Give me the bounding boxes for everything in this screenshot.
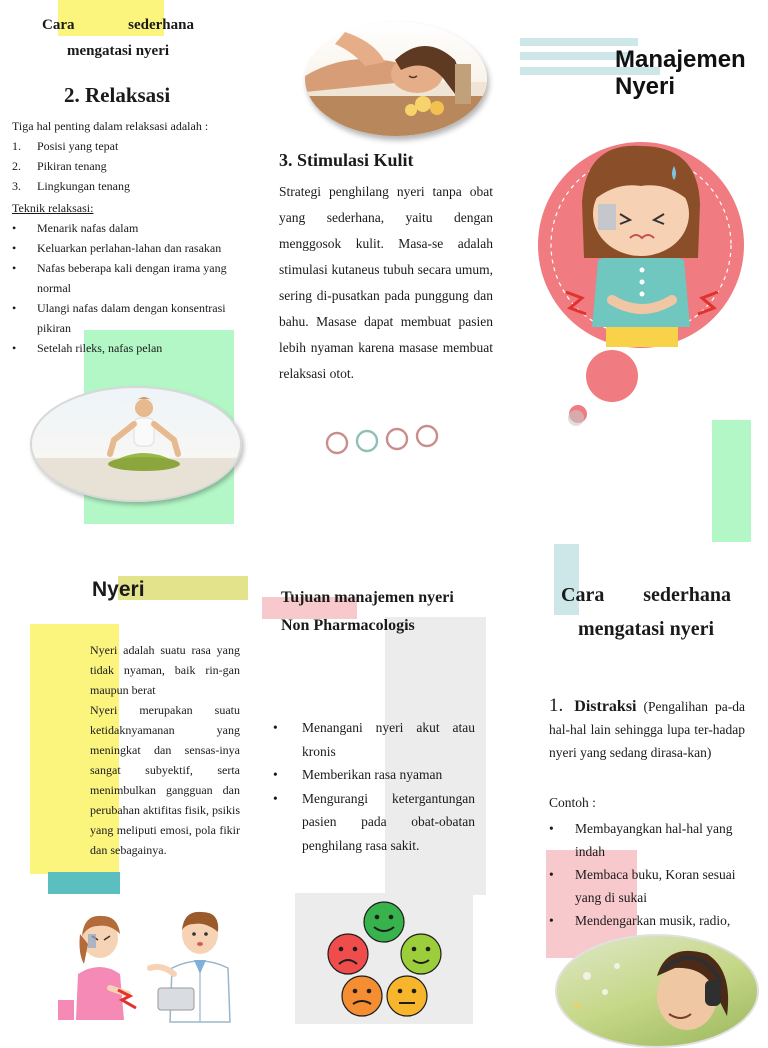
teal-stripe-2	[520, 52, 630, 60]
tujuan-heading-line1: Tujuan manajemen nyeri	[281, 589, 454, 606]
cover-title-line1: Manajemen	[615, 46, 746, 73]
relaksasi-points	[12, 136, 242, 196]
nyeri-heading: Nyeri	[92, 578, 145, 601]
woman-yoga-photo	[30, 386, 242, 502]
teal-block-left	[48, 872, 120, 894]
top-title-word2: sederhana	[128, 17, 194, 33]
cover-title	[615, 46, 746, 100]
teknik-item: • Menarik nafas dalam	[12, 221, 139, 235]
cara-heading-line2: mengatasi nyeri	[577, 618, 715, 640]
tujuan-item: • Mengurangi ketergantungan pasien pada obat-obatan penghilang rasa sakit.	[273, 790, 475, 853]
nyeri-def-1: Nyeri adalah suatu rasa yang tidak nyaman, baik rin-gan maupun berat	[90, 643, 240, 697]
teal-stripe-1	[520, 38, 638, 46]
cover-title-line2: Nyeri	[615, 73, 676, 100]
relaksasi-point: 2. Pikiran tenang	[12, 159, 107, 173]
tujuan-item: • Menangani nyeri akut atau kronis	[273, 720, 475, 759]
relaksasi-point: 3. Lingkungan tenang	[12, 179, 130, 193]
teknik-item: • Nafas beberapa kali dengan irama yang normal	[12, 261, 227, 295]
pain-scale-faces-icon	[322, 900, 446, 1024]
top-title-word1: Cara	[42, 17, 75, 33]
face-frown-orange	[342, 976, 382, 1016]
woman-massage-photo	[305, 22, 487, 136]
teknik-item: • Ulangi nafas dalam dengan konsentrasi pikiran	[12, 301, 226, 335]
face-smile-lime	[401, 934, 441, 974]
contoh-label: Contoh :	[549, 795, 596, 810]
woman-headphones-photo	[555, 934, 759, 1048]
cara-heading	[561, 578, 731, 646]
nyeri-def-2: Nyeri merupakan suatu ketidaknyamanan yang meningkat dan sensas-inya sangat subyektif, serta menimbulkan gangguan dan perubahan aktifitas fisik, psikis yang meliputi emosi, pola fikir dan sebagainya.	[90, 703, 240, 857]
distraksi-desc: (Pengalihan pa-da hal-hal lain sehingga lupa ter-hadap nyeri yang sedang dirasa-kan)	[549, 699, 745, 760]
relaksasi-point: 1. Posisi yang tepat	[12, 139, 119, 153]
contoh-item: • Membayangkan hal-hal yang indah	[549, 821, 733, 859]
distraksi-block	[549, 694, 745, 764]
tujuan-heading-line2: Non Pharmacologis	[281, 617, 415, 634]
tujuan-list	[273, 716, 475, 857]
teknik-item: • Setelah rileks, nafas pelan	[12, 341, 163, 355]
doctor-patient-icon	[54, 904, 232, 1024]
contoh-item: • Membaca buku, Koran sesuai yang di sukai	[549, 867, 736, 905]
contoh-list	[549, 817, 749, 932]
contoh-item: • Mendengarkan musik, radio,	[549, 913, 731, 928]
circle-decoration	[322, 424, 442, 458]
distraksi-number: 1.	[549, 695, 564, 716]
cara-heading-word2: sederhana	[643, 584, 731, 606]
stimulasi-body: Strategi penghilang nyeri tanpa obat yang sederhana, yaitu dengan menggosok kulit. Masa-se adalah stimulasi kutaneus tubuh secara umum, sering di-pusatkan pada punggung dan bahu. Masase dapat membuat pasien lebih nyaman karena masase membuat relaksasi otot.	[279, 184, 493, 381]
teknik-item: • Keluarkan perlahan-lahan dan rasakan	[12, 241, 222, 255]
top-title	[42, 12, 194, 64]
relaksasi-intro: Tiga hal penting dalam relaksasi adalah :	[12, 119, 209, 133]
tujuan-item: • Memberikan rasa nyaman	[273, 767, 443, 782]
relaksasi-heading: 2. Relaksasi	[64, 83, 171, 107]
face-sad-red	[328, 934, 368, 974]
teknik-list	[12, 218, 242, 358]
face-happy-green	[364, 902, 404, 942]
tujuan-heading	[281, 584, 454, 640]
top-title-line2: mengatasi nyeri	[66, 43, 170, 59]
teknik-label: Teknik relaksasi:	[12, 201, 94, 215]
stimulasi-heading: 3. Stimulasi Kulit	[279, 150, 414, 170]
distraksi-label: Distraksi	[574, 698, 637, 715]
girl-in-pain-icon	[538, 142, 750, 432]
green-block-right	[712, 420, 751, 542]
face-neutral-yellow	[387, 976, 427, 1016]
cara-heading-word1: Cara	[561, 584, 605, 606]
